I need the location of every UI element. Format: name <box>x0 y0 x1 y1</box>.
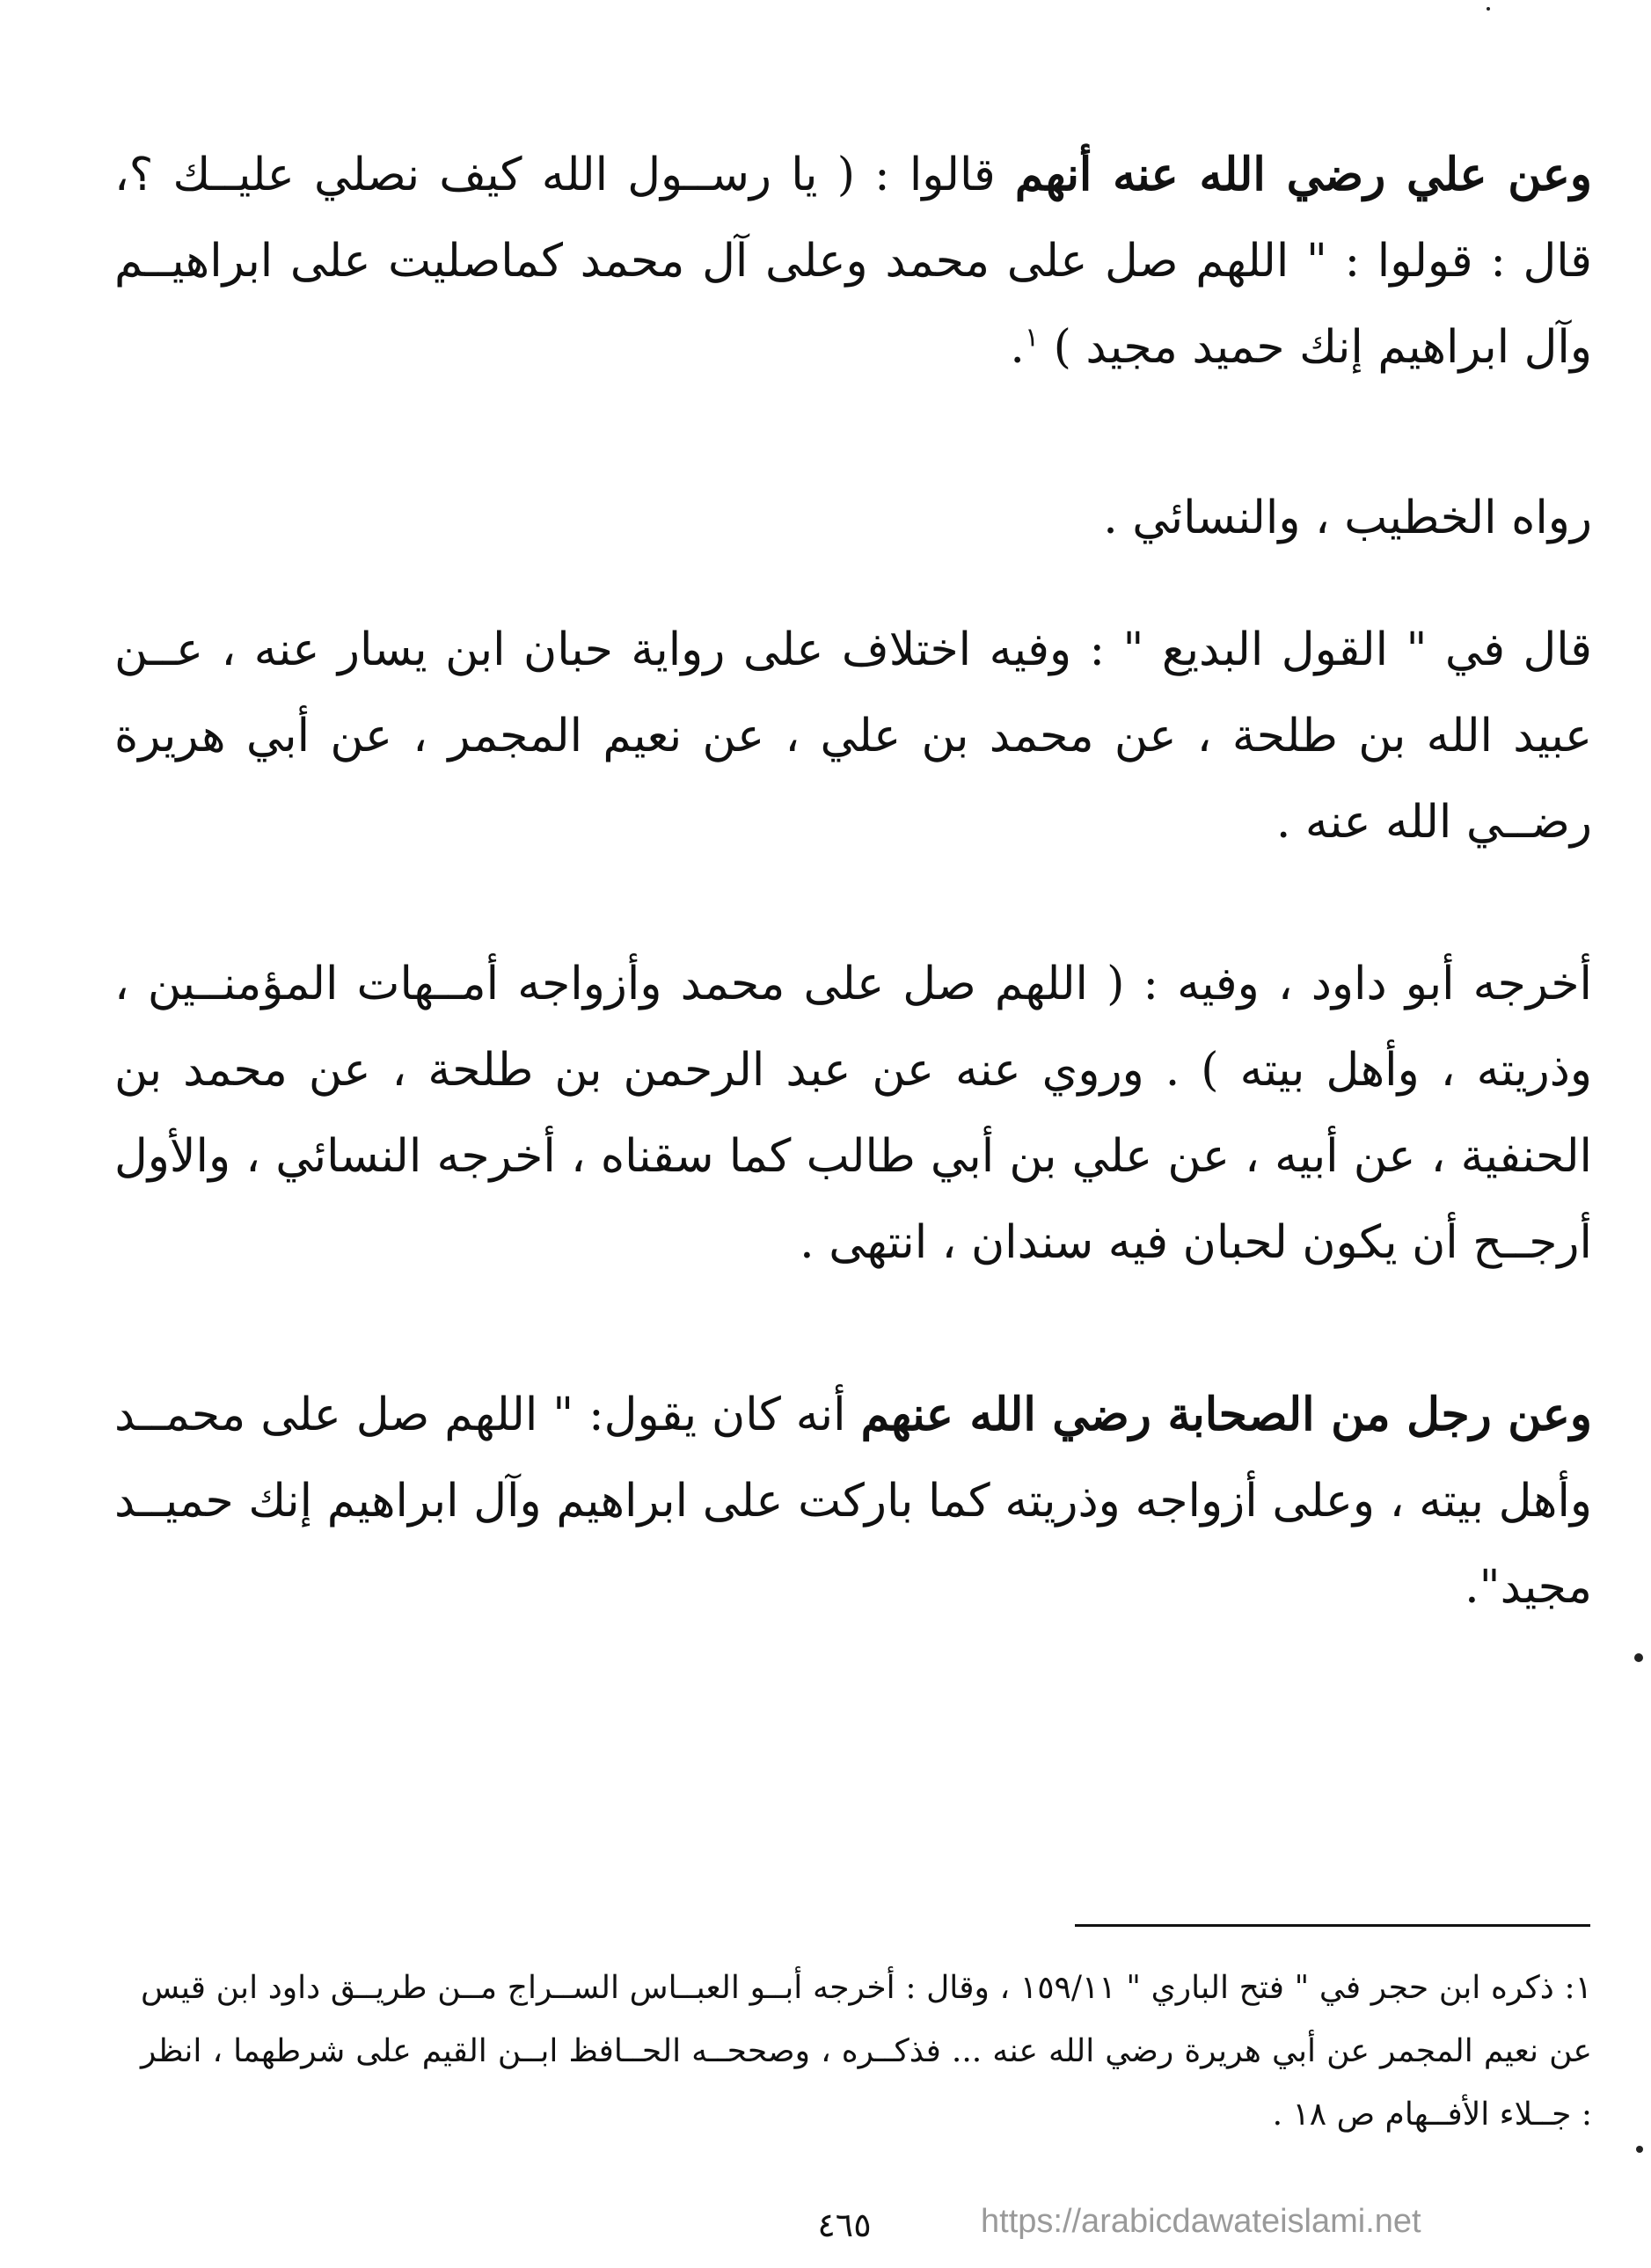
scan-speck <box>1634 1653 1643 1662</box>
footnote-text: ١: ذكره ابن حجر في " فتح الباري " ١٥٩/١١ ، وقال : أخرجه أبــو العبــاس الســراج مــن طريــق داود ابن قيس عن نعيم المجمر عن أبي هريرة رضي الله عنه ... فذكــره ، وصححــه الحــافظ ابــن القيم على شرطهما ، انظر : جــلاء الأفــهام ص ١٨ . <box>141 1970 1592 2133</box>
paragraph-ali-hadith <box>114 132 1592 390</box>
paragraph-qawl-badi <box>114 607 1592 865</box>
paragraph-lead: وعن علي رضي الله عنه أنهم <box>1014 148 1592 201</box>
paragraph-abu-dawud <box>114 941 1592 1286</box>
paragraph-text: رواه الخطيب ، والنسائي . <box>1103 492 1592 544</box>
paragraph-text: قال في " القول البديع " : وفيه اختلاف على رواية حبان ابن يسار عنه ، عــن عبيد الله بن طلحة ، عن محمد بن علي ، عن نعيم المجمر ، عن أبي هريرة رضــي الله عنه . <box>114 624 1592 849</box>
paragraph-companion-hadith <box>114 1372 1592 1630</box>
page-number: ٤٦٥ <box>817 2206 872 2244</box>
paragraph-text: قالوا : ( يا رســول الله كيف نصلي عليــك ؟، قال : قولوا : " اللهم صل على محمد وعلى آل محمد كماصليت على ابراهيــم وآل ابراهيم إنك حميد مجيد ) <box>114 149 1592 374</box>
footnote-reference[interactable]: ١ <box>1024 322 1040 354</box>
watermark-url[interactable]: https://arabicdawateislami.net <box>981 2203 1421 2240</box>
paragraph-text: أنه كان يقول: " اللهم صل على محمــد وأهل بيته ، وعلى أزواجه وذريته كما باركت على ابراهيم وآل ابراهيم إنك حميــد مجيد". <box>114 1389 1592 1614</box>
paragraph-text: أخرجه أبو داود ، وفيه : ( اللهم صل على محمد وأزواجه أمــهات المؤمنــين ، وذريته ، وأهل بيته ) . وروي عنه عن عبد الرحمن بن طلحة ، عن محمد بن الحنفية ، عن أبيه ، عن علي بن أبي طالب كما سقناه ، أخرجه النسائي ، والأول أرجــح أن يكون لحبان فيه سندان ، انتهى . <box>114 958 1592 1269</box>
paragraph-lead: وعن رجل من الصحابة رضي الله عنهم <box>860 1388 1592 1441</box>
paragraph-tail: . <box>1010 321 1025 374</box>
footnote-divider <box>1075 1924 1590 1927</box>
scan-speck <box>1487 7 1490 11</box>
paragraph-narrators <box>114 475 1592 561</box>
scan-speck <box>1636 2146 1643 2153</box>
